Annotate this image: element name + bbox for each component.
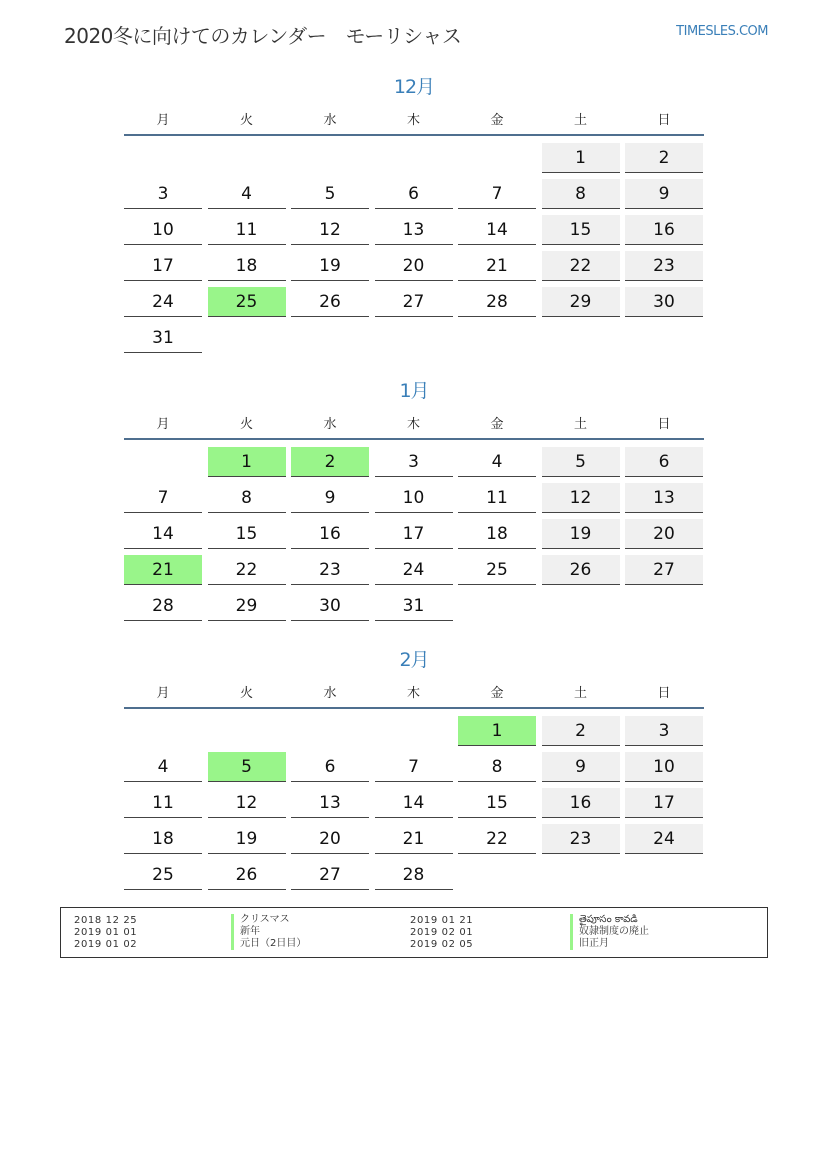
weekday-header: 木	[406, 686, 420, 701]
day-cell: 19	[542, 519, 620, 549]
day-cell: 21	[375, 824, 453, 854]
day-cell: 20	[625, 519, 703, 549]
day-cell: 8	[542, 179, 620, 209]
day-cell: 22	[458, 824, 536, 854]
day-cell: 30	[625, 287, 703, 317]
holiday-day-cell: 21	[124, 555, 202, 585]
day-cell: 14	[458, 215, 536, 245]
day-cell: 4	[124, 752, 202, 782]
day-cell: 16	[291, 519, 369, 549]
day-cell: 3	[625, 716, 703, 746]
weekday-header: 日	[657, 686, 671, 701]
legend-holiday-name: クリスマス	[231, 914, 290, 926]
day-cell: 19	[291, 251, 369, 281]
month-title: 12月	[393, 76, 435, 98]
weekday-header: 木	[406, 417, 420, 432]
day-cell: 8	[208, 483, 286, 513]
month-calendar-december	[124, 72, 704, 362]
weekday-header: 日	[657, 113, 671, 128]
day-cell: 16	[625, 215, 703, 245]
day-cell: 9	[625, 179, 703, 209]
weekday-header: 月	[156, 417, 170, 432]
month-calendar-february	[124, 645, 704, 895]
legend-date: 2019 01 01	[74, 927, 138, 938]
page-title: 2020冬に向けてのカレンダー モーリシャス	[64, 24, 462, 48]
day-cell: 10	[625, 752, 703, 782]
day-cell: 18	[124, 824, 202, 854]
day-cell: 10	[375, 483, 453, 513]
day-cell: 20	[291, 824, 369, 854]
day-cell: 15	[458, 788, 536, 818]
day-cell: 13	[375, 215, 453, 245]
day-cell: 9	[542, 752, 620, 782]
day-cell: 17	[375, 519, 453, 549]
day-cell: 26	[291, 287, 369, 317]
day-cell: 17	[625, 788, 703, 818]
legend-date: 2019 02 01	[410, 927, 474, 938]
day-cell: 14	[124, 519, 202, 549]
day-cell: 22	[542, 251, 620, 281]
site-brand-link[interactable]: TIMESLES.COM	[676, 24, 768, 39]
legend-date: 2018 12 25	[74, 915, 138, 926]
holiday-day-cell: 5	[208, 752, 286, 782]
holiday-day-cell: 2	[291, 447, 369, 477]
holiday-day-cell: 25	[208, 287, 286, 317]
month-title: 1月	[399, 380, 429, 402]
day-cell: 12	[208, 788, 286, 818]
day-cell: 4	[458, 447, 536, 477]
day-cell: 13	[625, 483, 703, 513]
day-cell: 5	[291, 179, 369, 209]
day-cell: 28	[458, 287, 536, 317]
legend-holiday-name: 旧正月	[570, 938, 609, 950]
day-cell: 3	[124, 179, 202, 209]
day-cell: 18	[208, 251, 286, 281]
legend-date: 2019 01 02	[74, 939, 138, 950]
day-cell: 13	[291, 788, 369, 818]
legend-date: 2019 02 05	[410, 939, 474, 950]
weekday-header: 火	[239, 113, 253, 128]
day-cell: 18	[458, 519, 536, 549]
weekday-header: 金	[490, 113, 504, 128]
day-cell: 12	[291, 215, 369, 245]
day-cell: 11	[124, 788, 202, 818]
day-cell: 24	[625, 824, 703, 854]
day-cell: 15	[208, 519, 286, 549]
day-cell: 10	[124, 215, 202, 245]
day-cell: 9	[291, 483, 369, 513]
weekday-header: 土	[573, 113, 587, 128]
month-title: 2月	[399, 649, 429, 671]
day-cell: 6	[625, 447, 703, 477]
day-cell: 23	[625, 251, 703, 281]
day-cell: 23	[542, 824, 620, 854]
day-cell: 31	[124, 323, 202, 353]
holiday-day-cell: 1	[458, 716, 536, 746]
day-cell: 26	[208, 860, 286, 890]
day-cell: 14	[375, 788, 453, 818]
day-cell: 7	[124, 483, 202, 513]
day-cell: 25	[458, 555, 536, 585]
legend-holiday-name: 新年	[231, 926, 260, 938]
holiday-legend	[60, 907, 768, 958]
day-cell: 30	[291, 591, 369, 621]
weekday-header: 水	[323, 417, 337, 432]
day-cell: 21	[458, 251, 536, 281]
day-cell: 29	[542, 287, 620, 317]
weekday-header: 火	[239, 686, 253, 701]
weekday-header: 日	[657, 417, 671, 432]
day-cell: 6	[375, 179, 453, 209]
day-cell: 23	[291, 555, 369, 585]
day-cell: 20	[375, 251, 453, 281]
header-divider	[124, 134, 704, 136]
day-cell: 2	[625, 143, 703, 173]
day-cell: 19	[208, 824, 286, 854]
holiday-day-cell: 1	[208, 447, 286, 477]
day-cell: 27	[291, 860, 369, 890]
day-cell: 27	[375, 287, 453, 317]
weekday-header: 火	[239, 417, 253, 432]
day-cell: 5	[542, 447, 620, 477]
header-divider	[124, 707, 704, 709]
day-cell: 17	[124, 251, 202, 281]
day-cell: 8	[458, 752, 536, 782]
weekday-header: 土	[573, 686, 587, 701]
weekday-header: 水	[323, 686, 337, 701]
weekday-header: 水	[323, 113, 337, 128]
legend-holiday-name: 奴隷制度の廃止	[570, 926, 649, 938]
day-cell: 28	[375, 860, 453, 890]
header-divider	[124, 438, 704, 440]
day-cell: 24	[124, 287, 202, 317]
day-cell: 15	[542, 215, 620, 245]
day-cell: 25	[124, 860, 202, 890]
weekday-header: 月	[156, 113, 170, 128]
weekday-header: 木	[406, 113, 420, 128]
day-cell: 16	[542, 788, 620, 818]
legend-holiday-name: 元日（2日目）	[231, 938, 306, 950]
day-cell: 26	[542, 555, 620, 585]
weekday-header: 月	[156, 686, 170, 701]
day-cell: 7	[375, 752, 453, 782]
day-cell: 12	[542, 483, 620, 513]
day-cell: 6	[291, 752, 369, 782]
weekday-header: 金	[490, 686, 504, 701]
day-cell: 24	[375, 555, 453, 585]
day-cell: 3	[375, 447, 453, 477]
day-cell: 2	[542, 716, 620, 746]
legend-date: 2019 01 21	[410, 915, 474, 926]
weekday-header: 金	[490, 417, 504, 432]
day-cell: 29	[208, 591, 286, 621]
day-cell: 4	[208, 179, 286, 209]
day-cell: 1	[542, 143, 620, 173]
day-cell: 11	[458, 483, 536, 513]
month-calendar-january	[124, 376, 704, 626]
day-cell: 11	[208, 215, 286, 245]
legend-holiday-name: తైపూసం కావడి	[570, 914, 638, 926]
day-cell: 7	[458, 179, 536, 209]
day-cell: 27	[625, 555, 703, 585]
day-cell: 22	[208, 555, 286, 585]
day-cell: 31	[375, 591, 453, 621]
weekday-header: 土	[573, 417, 587, 432]
day-cell: 28	[124, 591, 202, 621]
